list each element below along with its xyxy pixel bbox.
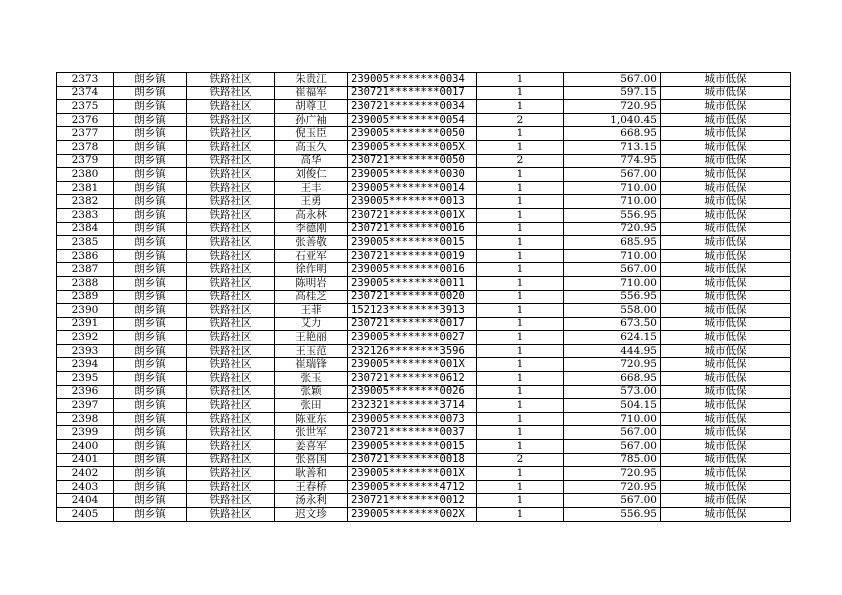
row-number-cell: 2399: [57, 426, 114, 440]
household-count-cell: 1: [477, 372, 564, 386]
row-number-cell: 2377: [57, 127, 114, 141]
community-name-cell: 铁路社区: [187, 440, 275, 454]
row-number-cell: 2375: [57, 100, 114, 114]
table-row: [57, 467, 791, 481]
id-number-cell: 230721********0020: [348, 290, 477, 304]
household-count-cell: 2: [477, 154, 564, 168]
community-name-cell: 铁路社区: [187, 412, 275, 426]
table-row: [57, 86, 791, 100]
subsidy-amount-cell: 710.00: [564, 181, 661, 195]
household-count-cell: 1: [477, 249, 564, 263]
subsidy-type-cell: 城市低保: [661, 317, 791, 331]
subsidy-type-cell: 城市低保: [661, 222, 791, 236]
person-name-cell: 张田: [275, 399, 348, 413]
town-name-cell: 朗乡镇: [114, 440, 187, 454]
subsidy-amount-cell: 710.00: [564, 195, 661, 209]
row-number-cell: 2382: [57, 195, 114, 209]
person-name-cell: 艾力: [275, 317, 348, 331]
person-name-cell: 孙广袖: [275, 113, 348, 127]
table-row: [57, 372, 791, 386]
community-name-cell: 铁路社区: [187, 113, 275, 127]
town-name-cell: 朗乡镇: [114, 426, 187, 440]
id-number-cell: 230721********0612: [348, 372, 477, 386]
community-name-cell: 铁路社区: [187, 127, 275, 141]
table-row: [57, 154, 791, 168]
town-name-cell: 朗乡镇: [114, 494, 187, 508]
table-row: [57, 358, 791, 372]
community-name-cell: 铁路社区: [187, 195, 275, 209]
household-count-cell: 1: [477, 168, 564, 182]
community-name-cell: 铁路社区: [187, 344, 275, 358]
subsidy-amount-cell: 567.00: [564, 426, 661, 440]
table-row: [57, 276, 791, 290]
household-count-cell: 1: [477, 236, 564, 250]
household-count-cell: 1: [477, 385, 564, 399]
subsidy-amount-cell: 1,040.45: [564, 113, 661, 127]
id-number-cell: 239005********4712: [348, 480, 477, 494]
person-name-cell: 徐作明: [275, 263, 348, 277]
subsidy-amount-cell: 573.00: [564, 385, 661, 399]
subsidy-type-cell: 城市低保: [661, 331, 791, 345]
row-number-cell: 2398: [57, 412, 114, 426]
community-name-cell: 铁路社区: [187, 304, 275, 318]
person-name-cell: 崔瑞锋: [275, 358, 348, 372]
subsidy-amount-cell: 720.95: [564, 467, 661, 481]
id-number-cell: 239005********0014: [348, 181, 477, 195]
row-number-cell: 2390: [57, 304, 114, 318]
id-number-cell: 239005********0015: [348, 440, 477, 454]
subsidy-amount-cell: 668.95: [564, 372, 661, 386]
town-name-cell: 朗乡镇: [114, 508, 187, 522]
subsidy-amount-cell: 685.95: [564, 236, 661, 250]
person-name-cell: 崔福军: [275, 86, 348, 100]
community-name-cell: 铁路社区: [187, 208, 275, 222]
subsidy-amount-cell: 556.95: [564, 508, 661, 522]
id-number-cell: 239005********001X: [348, 467, 477, 481]
table-row: [57, 208, 791, 222]
subsidy-amount-cell: 710.00: [564, 412, 661, 426]
household-count-cell: 1: [477, 304, 564, 318]
table-row: [57, 127, 791, 141]
household-count-cell: 1: [477, 344, 564, 358]
subsidy-amount-cell: 710.00: [564, 276, 661, 290]
row-number-cell: 2394: [57, 358, 114, 372]
subsidy-amount-cell: 713.15: [564, 140, 661, 154]
id-number-cell: 230721********0016: [348, 222, 477, 236]
person-name-cell: 耿善和: [275, 467, 348, 481]
community-name-cell: 铁路社区: [187, 222, 275, 236]
id-number-cell: 230721********0050: [348, 154, 477, 168]
person-name-cell: 陈明岩: [275, 276, 348, 290]
subsidy-type-cell: 城市低保: [661, 440, 791, 454]
person-name-cell: 张玉: [275, 372, 348, 386]
subsidy-type-cell: 城市低保: [661, 508, 791, 522]
row-number-cell: 2378: [57, 140, 114, 154]
id-number-cell: 230721********0037: [348, 426, 477, 440]
community-name-cell: 铁路社区: [187, 154, 275, 168]
id-number-cell: 152123********3913: [348, 304, 477, 318]
subsidy-amount-cell: 567.00: [564, 494, 661, 508]
row-number-cell: 2385: [57, 236, 114, 250]
row-number-cell: 2405: [57, 508, 114, 522]
town-name-cell: 朗乡镇: [114, 385, 187, 399]
id-number-cell: 239005********0011: [348, 276, 477, 290]
town-name-cell: 朗乡镇: [114, 331, 187, 345]
person-name-cell: 高桂芝: [275, 290, 348, 304]
subsidy-type-cell: 城市低保: [661, 249, 791, 263]
subsidy-type-cell: 城市低保: [661, 208, 791, 222]
table-row: [57, 344, 791, 358]
subsidy-type-cell: 城市低保: [661, 168, 791, 182]
table-row: [57, 412, 791, 426]
household-count-cell: 1: [477, 127, 564, 141]
town-name-cell: 朗乡镇: [114, 290, 187, 304]
person-name-cell: 刘俊仁: [275, 168, 348, 182]
community-name-cell: 铁路社区: [187, 331, 275, 345]
household-count-cell: 1: [477, 222, 564, 236]
subsidy-amount-cell: 668.95: [564, 127, 661, 141]
table-row: [57, 317, 791, 331]
household-count-cell: 2: [477, 453, 564, 467]
person-name-cell: 王丰: [275, 181, 348, 195]
subsidy-amount-cell: 567.00: [564, 73, 661, 87]
subsidy-type-cell: 城市低保: [661, 154, 791, 168]
community-name-cell: 铁路社区: [187, 263, 275, 277]
household-count-cell: 2: [477, 113, 564, 127]
subsidy-amount-cell: 774.95: [564, 154, 661, 168]
id-number-cell: 230721********0017: [348, 317, 477, 331]
household-count-cell: 1: [477, 86, 564, 100]
table-row: [57, 236, 791, 250]
person-name-cell: 王春桥: [275, 480, 348, 494]
id-number-cell: 239005********0013: [348, 195, 477, 209]
community-name-cell: 铁路社区: [187, 372, 275, 386]
subsidy-type-cell: 城市低保: [661, 412, 791, 426]
household-count-cell: 1: [477, 208, 564, 222]
household-count-cell: 1: [477, 358, 564, 372]
household-count-cell: 1: [477, 195, 564, 209]
table-row: [57, 331, 791, 345]
row-number-cell: 2392: [57, 331, 114, 345]
person-name-cell: 李德刚: [275, 222, 348, 236]
subsidy-amount-cell: 720.95: [564, 358, 661, 372]
subsidy-type-cell: 城市低保: [661, 73, 791, 87]
table-row: [57, 73, 791, 87]
table-row: [57, 399, 791, 413]
subsidy-type-cell: 城市低保: [661, 385, 791, 399]
row-number-cell: 2391: [57, 317, 114, 331]
subsidy-type-cell: 城市低保: [661, 236, 791, 250]
household-count-cell: 1: [477, 317, 564, 331]
community-name-cell: 铁路社区: [187, 100, 275, 114]
household-count-cell: 1: [477, 508, 564, 522]
town-name-cell: 朗乡镇: [114, 344, 187, 358]
community-name-cell: 铁路社区: [187, 317, 275, 331]
community-name-cell: 铁路社区: [187, 168, 275, 182]
row-number-cell: 2380: [57, 168, 114, 182]
subsidy-amount-cell: 720.95: [564, 480, 661, 494]
row-number-cell: 2395: [57, 372, 114, 386]
subsidy-amount-cell: 556.95: [564, 290, 661, 304]
town-name-cell: 朗乡镇: [114, 453, 187, 467]
row-number-cell: 2386: [57, 249, 114, 263]
subsidy-type-cell: 城市低保: [661, 140, 791, 154]
household-count-cell: 1: [477, 73, 564, 87]
person-name-cell: 石亚军: [275, 249, 348, 263]
id-number-cell: 239005********0016: [348, 263, 477, 277]
community-name-cell: 铁路社区: [187, 249, 275, 263]
person-name-cell: 迟文珍: [275, 508, 348, 522]
table-row: [57, 140, 791, 154]
row-number-cell: 2396: [57, 385, 114, 399]
household-count-cell: 1: [477, 480, 564, 494]
subsidy-roster-table: [56, 72, 791, 522]
community-name-cell: 铁路社区: [187, 385, 275, 399]
person-name-cell: 朱贵江: [275, 73, 348, 87]
subsidy-type-cell: 城市低保: [661, 127, 791, 141]
town-name-cell: 朗乡镇: [114, 263, 187, 277]
subsidy-amount-cell: 504.15: [564, 399, 661, 413]
household-count-cell: 1: [477, 412, 564, 426]
household-count-cell: 1: [477, 140, 564, 154]
table-row: [57, 168, 791, 182]
household-count-cell: 1: [477, 426, 564, 440]
id-number-cell: 239005********002X: [348, 508, 477, 522]
town-name-cell: 朗乡镇: [114, 222, 187, 236]
id-number-cell: 239005********0054: [348, 113, 477, 127]
table-row: [57, 426, 791, 440]
id-number-cell: 230721********0012: [348, 494, 477, 508]
subsidy-amount-cell: 720.95: [564, 222, 661, 236]
row-number-cell: 2383: [57, 208, 114, 222]
town-name-cell: 朗乡镇: [114, 113, 187, 127]
id-number-cell: 239005********0026: [348, 385, 477, 399]
community-name-cell: 铁路社区: [187, 181, 275, 195]
id-number-cell: 232321********3714: [348, 399, 477, 413]
town-name-cell: 朗乡镇: [114, 208, 187, 222]
id-number-cell: 239005********0015: [348, 236, 477, 250]
subsidy-type-cell: 城市低保: [661, 467, 791, 481]
id-number-cell: 230721********0034: [348, 100, 477, 114]
row-number-cell: 2402: [57, 467, 114, 481]
roster-body: [57, 73, 791, 522]
household-count-cell: 1: [477, 263, 564, 277]
community-name-cell: 铁路社区: [187, 358, 275, 372]
subsidy-amount-cell: 785.00: [564, 453, 661, 467]
person-name-cell: 高永林: [275, 208, 348, 222]
town-name-cell: 朗乡镇: [114, 249, 187, 263]
subsidy-amount-cell: 556.95: [564, 208, 661, 222]
community-name-cell: 铁路社区: [187, 453, 275, 467]
subsidy-amount-cell: 567.00: [564, 263, 661, 277]
person-name-cell: 王玉范: [275, 344, 348, 358]
row-number-cell: 2387: [57, 263, 114, 277]
id-number-cell: 230721********001X: [348, 208, 477, 222]
table-row: [57, 249, 791, 263]
subsidy-amount-cell: 567.00: [564, 440, 661, 454]
row-number-cell: 2397: [57, 399, 114, 413]
table-row: [57, 113, 791, 127]
household-count-cell: 1: [477, 440, 564, 454]
community-name-cell: 铁路社区: [187, 86, 275, 100]
id-number-cell: 230721********0017: [348, 86, 477, 100]
subsidy-type-cell: 城市低保: [661, 344, 791, 358]
community-name-cell: 铁路社区: [187, 426, 275, 440]
person-name-cell: 王艳丽: [275, 331, 348, 345]
table-row: [57, 195, 791, 209]
person-name-cell: 汤永利: [275, 494, 348, 508]
town-name-cell: 朗乡镇: [114, 73, 187, 87]
household-count-cell: 1: [477, 494, 564, 508]
person-name-cell: 陈亚东: [275, 412, 348, 426]
person-name-cell: 胡尊卫: [275, 100, 348, 114]
household-count-cell: 1: [477, 399, 564, 413]
town-name-cell: 朗乡镇: [114, 317, 187, 331]
person-name-cell: 姜喜军: [275, 440, 348, 454]
subsidy-amount-cell: 444.95: [564, 344, 661, 358]
row-number-cell: 2403: [57, 480, 114, 494]
community-name-cell: 铁路社区: [187, 467, 275, 481]
id-number-cell: 239005********0034: [348, 73, 477, 87]
town-name-cell: 朗乡镇: [114, 372, 187, 386]
town-name-cell: 朗乡镇: [114, 236, 187, 250]
subsidy-type-cell: 城市低保: [661, 181, 791, 195]
table-row: [57, 508, 791, 522]
table-row: [57, 290, 791, 304]
subsidy-type-cell: 城市低保: [661, 399, 791, 413]
row-number-cell: 2389: [57, 290, 114, 304]
subsidy-amount-cell: 558.00: [564, 304, 661, 318]
table-row: [57, 222, 791, 236]
person-name-cell: 张善敬: [275, 236, 348, 250]
row-number-cell: 2373: [57, 73, 114, 87]
id-number-cell: 239005********0050: [348, 127, 477, 141]
town-name-cell: 朗乡镇: [114, 86, 187, 100]
community-name-cell: 铁路社区: [187, 399, 275, 413]
town-name-cell: 朗乡镇: [114, 100, 187, 114]
community-name-cell: 铁路社区: [187, 480, 275, 494]
table-row: [57, 385, 791, 399]
row-number-cell: 2379: [57, 154, 114, 168]
table-row: [57, 304, 791, 318]
person-name-cell: 王菲: [275, 304, 348, 318]
person-name-cell: 王勇: [275, 195, 348, 209]
row-number-cell: 2374: [57, 86, 114, 100]
town-name-cell: 朗乡镇: [114, 168, 187, 182]
id-number-cell: 239005********0073: [348, 412, 477, 426]
subsidy-type-cell: 城市低保: [661, 426, 791, 440]
id-number-cell: 230721********0019: [348, 249, 477, 263]
community-name-cell: 铁路社区: [187, 140, 275, 154]
community-name-cell: 铁路社区: [187, 508, 275, 522]
person-name-cell: 张喜国: [275, 453, 348, 467]
row-number-cell: 2376: [57, 113, 114, 127]
subsidy-type-cell: 城市低保: [661, 480, 791, 494]
subsidy-amount-cell: 710.00: [564, 249, 661, 263]
town-name-cell: 朗乡镇: [114, 154, 187, 168]
town-name-cell: 朗乡镇: [114, 412, 187, 426]
subsidy-amount-cell: 720.95: [564, 100, 661, 114]
id-number-cell: 232126********3596: [348, 344, 477, 358]
subsidy-amount-cell: 567.00: [564, 168, 661, 182]
subsidy-type-cell: 城市低保: [661, 263, 791, 277]
subsidy-amount-cell: 673.50: [564, 317, 661, 331]
table-row: [57, 494, 791, 508]
town-name-cell: 朗乡镇: [114, 140, 187, 154]
row-number-cell: 2388: [57, 276, 114, 290]
row-number-cell: 2384: [57, 222, 114, 236]
person-name-cell: 高玉久: [275, 140, 348, 154]
id-number-cell: 239005********001X: [348, 358, 477, 372]
id-number-cell: 239005********005X: [348, 140, 477, 154]
table-row: [57, 263, 791, 277]
household-count-cell: 1: [477, 290, 564, 304]
table-row: [57, 440, 791, 454]
subsidy-type-cell: 城市低保: [661, 358, 791, 372]
row-number-cell: 2393: [57, 344, 114, 358]
id-number-cell: 239005********0027: [348, 331, 477, 345]
community-name-cell: 铁路社区: [187, 290, 275, 304]
town-name-cell: 朗乡镇: [114, 181, 187, 195]
subsidy-type-cell: 城市低保: [661, 113, 791, 127]
household-count-cell: 1: [477, 100, 564, 114]
table-row: [57, 453, 791, 467]
id-number-cell: 239005********0030: [348, 168, 477, 182]
community-name-cell: 铁路社区: [187, 73, 275, 87]
town-name-cell: 朗乡镇: [114, 304, 187, 318]
row-number-cell: 2401: [57, 453, 114, 467]
person-name-cell: 张颖: [275, 385, 348, 399]
subsidy-type-cell: 城市低保: [661, 290, 791, 304]
person-name-cell: 张世军: [275, 426, 348, 440]
subsidy-type-cell: 城市低保: [661, 100, 791, 114]
town-name-cell: 朗乡镇: [114, 358, 187, 372]
community-name-cell: 铁路社区: [187, 494, 275, 508]
subsidy-amount-cell: 624.15: [564, 331, 661, 345]
subsidy-type-cell: 城市低保: [661, 453, 791, 467]
household-count-cell: 1: [477, 181, 564, 195]
subsidy-type-cell: 城市低保: [661, 372, 791, 386]
table-row: [57, 480, 791, 494]
household-count-cell: 1: [477, 276, 564, 290]
row-number-cell: 2400: [57, 440, 114, 454]
subsidy-type-cell: 城市低保: [661, 195, 791, 209]
person-name-cell: 倪玉臣: [275, 127, 348, 141]
subsidy-type-cell: 城市低保: [661, 276, 791, 290]
id-number-cell: 230721********0018: [348, 453, 477, 467]
row-number-cell: 2404: [57, 494, 114, 508]
household-count-cell: 1: [477, 331, 564, 345]
town-name-cell: 朗乡镇: [114, 467, 187, 481]
subsidy-amount-cell: 597.15: [564, 86, 661, 100]
table-row: [57, 100, 791, 114]
community-name-cell: 铁路社区: [187, 236, 275, 250]
household-count-cell: 1: [477, 467, 564, 481]
town-name-cell: 朗乡镇: [114, 480, 187, 494]
person-name-cell: 高华: [275, 154, 348, 168]
town-name-cell: 朗乡镇: [114, 195, 187, 209]
town-name-cell: 朗乡镇: [114, 399, 187, 413]
subsidy-type-cell: 城市低保: [661, 86, 791, 100]
town-name-cell: 朗乡镇: [114, 276, 187, 290]
subsidy-type-cell: 城市低保: [661, 304, 791, 318]
town-name-cell: 朗乡镇: [114, 127, 187, 141]
subsidy-type-cell: 城市低保: [661, 494, 791, 508]
community-name-cell: 铁路社区: [187, 276, 275, 290]
row-number-cell: 2381: [57, 181, 114, 195]
table-row: [57, 181, 791, 195]
